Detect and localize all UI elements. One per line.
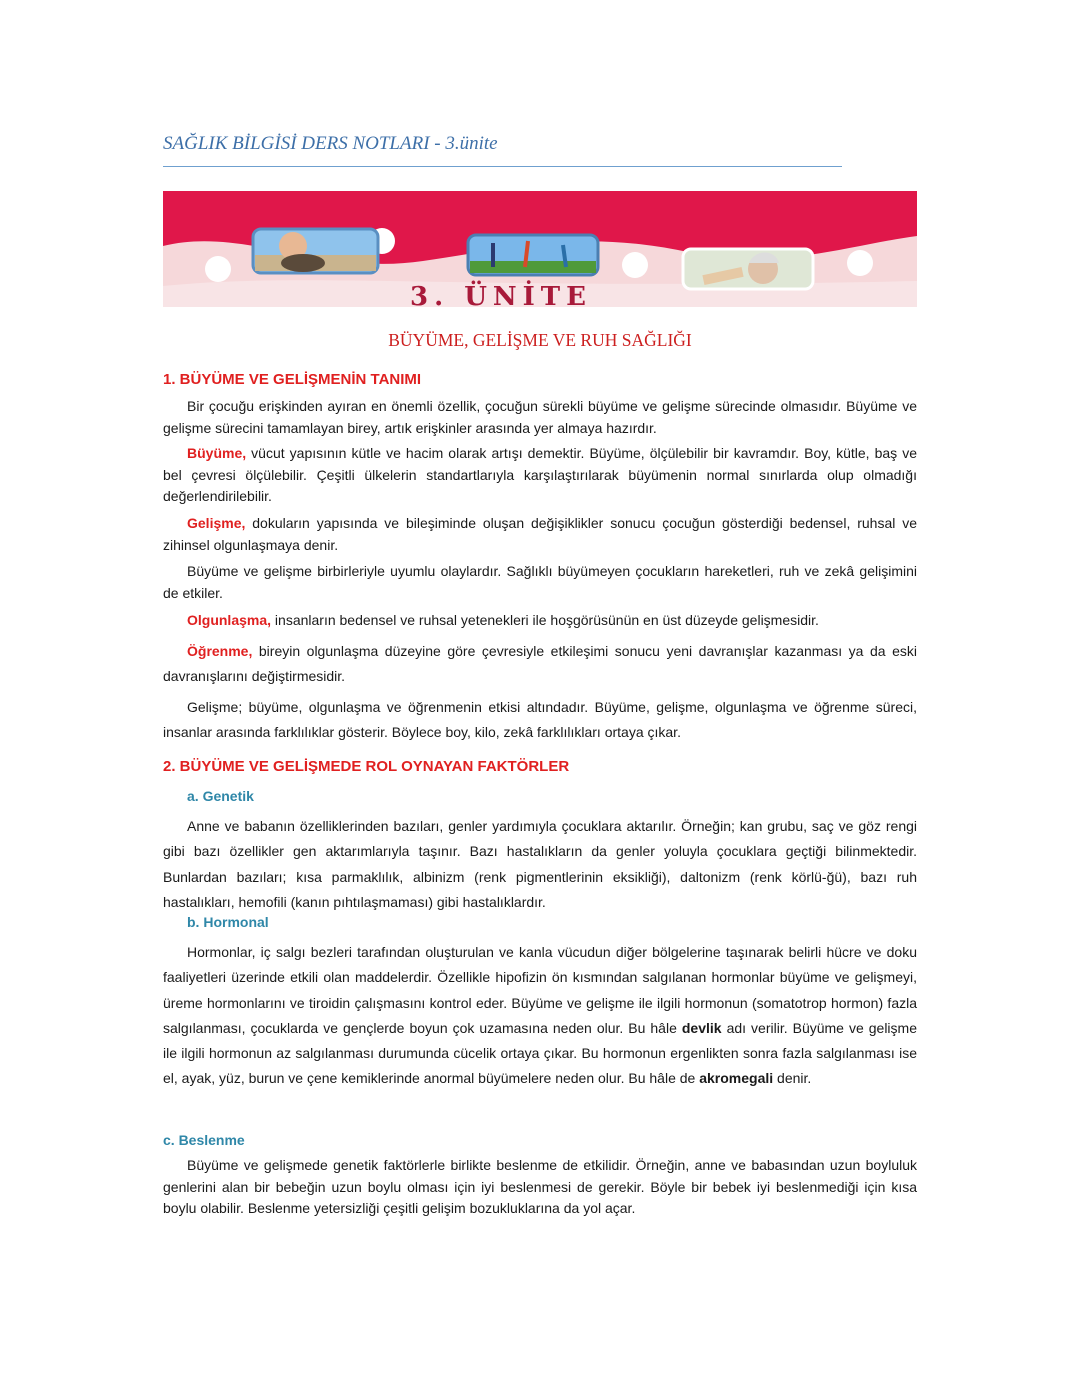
term-akromegali: akromegali bbox=[699, 1070, 774, 1087]
paragraph-text: Büyüme ve gelişme birbirleriyle uyumlu olaylardır. Sağlıklı büyümeyen çocukların hareketleri, ruh ve zekâ gelişimini de etkiler. bbox=[163, 563, 917, 601]
paragraph-hormonal bbox=[163, 940, 917, 1092]
term-devlik: devlik bbox=[681, 1019, 722, 1036]
paragraph-text: denir. bbox=[773, 1070, 812, 1087]
paragraph-uyum bbox=[163, 561, 917, 604]
paragraph-olgunlasma bbox=[163, 610, 917, 632]
elderly-man-photo bbox=[683, 249, 813, 289]
section-1-heading: 1. BÜYÜME VE GELİŞMENİN TANIMI bbox=[163, 371, 422, 388]
paragraph-beslenme bbox=[163, 1155, 917, 1220]
banner-graphic bbox=[163, 191, 917, 307]
unit-banner bbox=[163, 191, 917, 307]
baby-photo bbox=[253, 229, 378, 273]
paragraph-intro bbox=[163, 396, 917, 439]
subheading-hormonal: b. Hormonal bbox=[187, 914, 269, 930]
paragraph-text: bireyin olgunlaşma düzeyine göre çevresiyle etkileşimi sonucu yeni davranışlar kazanması ya da eski davranışlarını değiştirmesidir. bbox=[163, 643, 917, 685]
children-playing-photo bbox=[468, 235, 598, 275]
paragraph-text: Bir çocuğu erişkinden ayıran en önemli özellik, çocuğun sürekli büyüme ve gelişme sürecinde olmasıdır. Büyüme ve gelişme sürecini tamamlayan birey, artık erişkinler arasında yer almaya hazırdır. bbox=[163, 398, 917, 436]
paragraph-farkliliklar bbox=[163, 695, 917, 746]
paragraph-ogrenme bbox=[163, 639, 917, 690]
banner-label: 3. ÜNİTE bbox=[410, 282, 592, 307]
chapter-subtitle: BÜYÜME, GELİŞME VE RUH SAĞLIĞI bbox=[388, 330, 692, 350]
subheading-genetik: a. Genetik bbox=[187, 788, 254, 804]
paragraph-text: Hormonlar, iç salgı bezleri tarafından oluşturulan ve kanla vücudun diğer bölgelerine taşınarak belirli hücre ve doku faaliyetleri üzerinde etkili olan maddelerdir. Özellikle hipofizin ön kısmından salgılanan hormonlar büyüme ve gelişmeyi, üreme hormonlarını ve tiroidin çalışmasını kontrol eder. Büyüme ve gelişme ile ilgili hormonun (somatotrop hormon) fazla salgılanması, çocuklarda ve gençlerde boyun çok uzamasına neden olur. Bu hâle bbox=[163, 944, 917, 1036]
paragraph-text: Gelişme; büyüme, olgunlaşma ve öğrenmenin etkisi altındadır. Büyüme, gelişme, olgunlaşma ve öğrenme süreci, insanlar arasında farklılıklar gösterir. Böylece boy, kilo, zekâ farklılıkları ortaya çıkar. bbox=[163, 699, 917, 741]
paragraph-text: Anne ve babanın özelliklerinden bazıları, genler yardımıyla çocuklara aktarılır. Örneğin; kan grubu, saç ve göz rengi gibi bazı özellikler gen aktarımlarıyla taşınır. Bazı hastalıkların da genler yoluyla çocuklara geçtiği bilinmektedir. Bunlardan bazıları; kısa parmaklılık, albinizm (renk pigmentlerinin eksikliği), daltonizm (renk körlü-ğü), bazı ruh hastalıkları, hemofili (kanın pıhtılaşmaması) gibi hastalıklardır. bbox=[163, 818, 917, 910]
paragraph-text: Büyüme ve gelişmede genetik faktörlerle birlikte beslenme de etkilidir. Örneğin, anne ve babasından uzun boyluluk genlerini alan bir bebeğin uzun boylu olması için iyi beslenmesi de gerekir. Böyle bir bebek iyi beslenmediği için kısa boylu olabilir. Beslenme yetersizliği çeşitli gelişim bozukluklarına da yol açar. bbox=[163, 1157, 917, 1216]
paragraph-buyume bbox=[163, 443, 917, 508]
paragraph-gelisme bbox=[163, 513, 917, 556]
paragraph-text: dokuların yapısında ve bileşiminde oluşan değişiklikler sonucu çocuğun gösterdiği bedensel, ruhsal ve zihinsel olgunlaşmaya denir. bbox=[163, 515, 917, 553]
section-2-heading: 2. BÜYÜME VE GELİŞMEDE ROL OYNAYAN FAKTÖRLER bbox=[163, 758, 570, 775]
paragraph-genetik bbox=[163, 814, 917, 915]
document-title: SAĞLIK BİLGİSİ DERS NOTLARI - 3.ünite bbox=[163, 133, 498, 154]
paragraph-text: vücut yapısının kütle ve hacim olarak artışı demektir. Büyüme, ölçülebilir bir kavramdır. Boy, kütle, baş ve bel çevresi ölçülebilir. Çeşitli ülkelerin standartlarıyla karşılaştırılarak büyümenin normal sınırlarda olup olmadığı değerlendirilebilir. bbox=[163, 445, 917, 504]
term-olgunlasma: Olgunlaşma, bbox=[187, 612, 272, 628]
title-divider bbox=[163, 166, 842, 167]
paragraph-text: insanların bedensel ve ruhsal yetenekleri ile hoşgörüsünün en üst düzeyde gelişmesidir. bbox=[271, 612, 819, 628]
paragraph-text: adı verilir. Büyüme ve gelişme ile ilgili hormonun az salgılanması durumunda cücelik ortaya çıkar. Bu hormonun ergenlikten sonra fazla salgılanması ise el, ayak, yüz, burun ve çene kemiklerinde anormal büyümelere neden olur. Bu hâle de bbox=[163, 1019, 917, 1087]
term-buyume: Büyüme, bbox=[187, 445, 247, 461]
term-ogrenme: Öğrenme, bbox=[187, 643, 253, 659]
term-gelisme: Gelişme, bbox=[187, 515, 246, 531]
subheading-beslenme: c. Beslenme bbox=[163, 1132, 245, 1148]
